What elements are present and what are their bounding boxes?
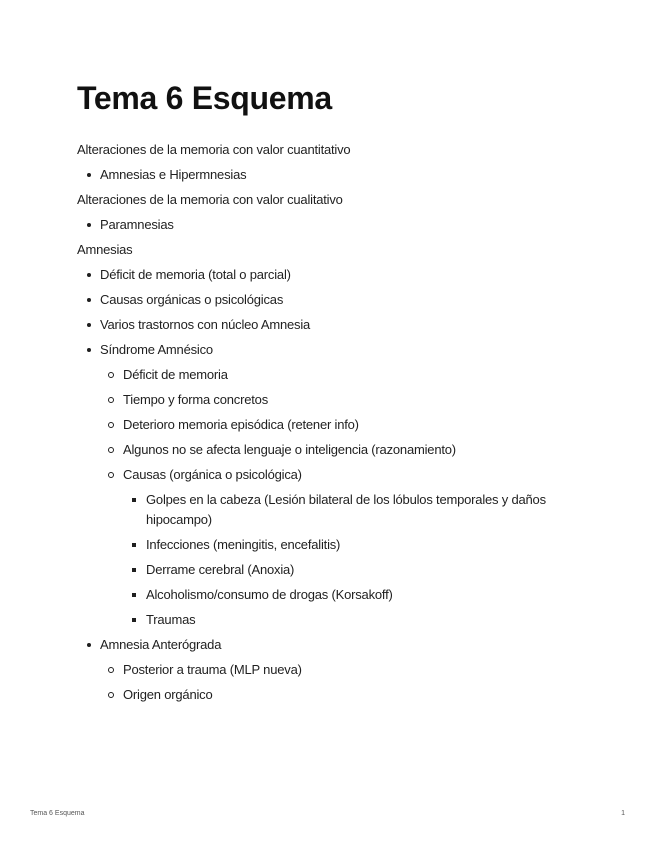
list-item: [77, 265, 577, 285]
list-item-text: Déficit de memoria (total o parcial): [100, 267, 291, 282]
sublist-item: [77, 440, 577, 460]
list-item: [77, 290, 577, 310]
list-item: [77, 635, 577, 655]
list-cualitativo: [77, 215, 577, 235]
list-item: [77, 215, 577, 235]
subsublist-item-text: Alcoholismo/consumo de drogas (Korsakoff): [146, 587, 393, 602]
list-item-text: Varios trastornos con núcleo Amnesia: [100, 317, 311, 332]
sublist-item: [77, 660, 577, 680]
sublist-item-text: Déficit de memoria: [123, 367, 228, 382]
sublist-item-text: Tiempo y forma concretos: [123, 392, 268, 407]
bullet-square-icon: [132, 498, 136, 502]
page-title: Tema 6 Esquema: [77, 80, 332, 116]
bullet-square-icon: [132, 543, 136, 547]
list-item: [77, 315, 577, 335]
list-item-text: Causas orgánicas o psicológicas: [100, 292, 284, 307]
subsublist-item-text: Golpes en la cabeza (Lesión bilateral de los lóbulos temporales y daños hipocampo): [146, 492, 546, 527]
bullet-circle-icon: [108, 372, 114, 378]
page-number: 1: [621, 810, 625, 817]
bullet-circle-icon: [108, 472, 114, 478]
sublist-item: [77, 685, 577, 705]
sublist-item-text: Algunos no se afecta lenguaje o inteligencia (razonamiento): [123, 442, 456, 457]
subsublist-item-text: Derrame cerebral (Anoxia): [146, 562, 295, 577]
subsublist-item-text: Traumas: [146, 612, 196, 627]
bullet-disc-icon: [87, 323, 91, 327]
bullet-circle-icon: [108, 667, 114, 673]
footer-title: Tema 6 Esquema: [30, 810, 85, 817]
bullet-circle-icon: [108, 447, 114, 453]
bullet-circle-icon: [108, 692, 114, 698]
bullet-square-icon: [132, 568, 136, 572]
bullet-square-icon: [132, 593, 136, 597]
subsublist-item: [77, 560, 577, 580]
list-item-text: Amnesias e Hipermnesias: [100, 167, 247, 182]
list-item: [77, 340, 577, 360]
bullet-circle-icon: [108, 397, 114, 403]
section-heading-cuantitativo: Alteraciones de la memoria con valor cuantitativo: [77, 142, 351, 157]
bullet-disc-icon: [87, 348, 91, 352]
sublist-item: [77, 365, 577, 385]
bullet-disc-icon: [87, 223, 91, 227]
subsublist-item-text: Infecciones (meningitis, encefalitis): [146, 537, 341, 552]
sublist-item: [77, 390, 577, 410]
subsublist-item: [77, 585, 577, 605]
list-item-text: Síndrome Amnésico: [100, 342, 213, 357]
list-item-text: Paramnesias: [100, 217, 174, 232]
document-body: [77, 138, 577, 710]
sublist-item: [77, 465, 577, 485]
sublist-item: [77, 415, 577, 435]
subsublist-item: [77, 535, 577, 555]
list-cuantitativo: [77, 165, 577, 185]
bullet-disc-icon: [87, 298, 91, 302]
section-heading-amnesias: Amnesias: [77, 242, 133, 257]
bullet-disc-icon: [87, 643, 91, 647]
bullet-circle-icon: [108, 422, 114, 428]
sublist-item-text: Origen orgánico: [123, 687, 213, 702]
bullet-disc-icon: [87, 273, 91, 277]
sublist-item-text: Deterioro memoria episódica (retener info): [123, 417, 359, 432]
bullet-square-icon: [132, 618, 136, 622]
subsublist-item: [77, 610, 577, 630]
sublist-item-text: Posterior a trauma (MLP nueva): [123, 662, 302, 677]
list-item-text: Amnesia Anterógrada: [100, 637, 222, 652]
sublist-item-text: Causas (orgánica o psicológica): [123, 467, 302, 482]
list-item: [77, 165, 577, 185]
bullet-disc-icon: [87, 173, 91, 177]
section-heading-cualitativo: Alteraciones de la memoria con valor cualitativo: [77, 192, 343, 207]
list-amnesias: [77, 265, 577, 705]
subsublist-item: [77, 490, 577, 530]
